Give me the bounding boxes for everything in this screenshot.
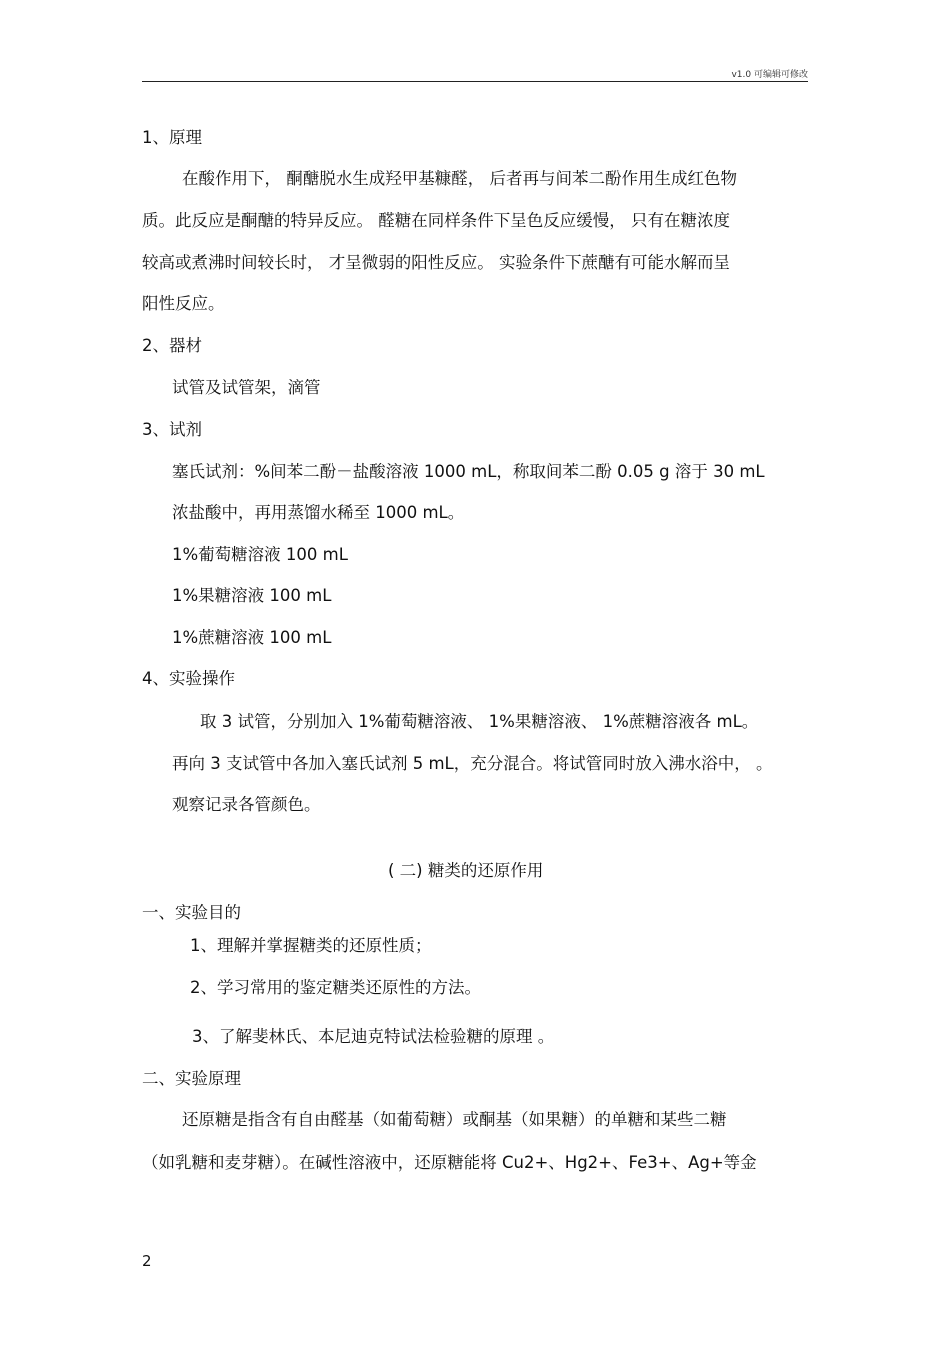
paragraph-line: 在酸作用下， 酮醣脱水生成羟甲基糠醛， 后者再与间苯二酚作用生成红色物 bbox=[182, 169, 737, 188]
heading-experiment-principle: 二、实验原理 bbox=[142, 1069, 241, 1088]
procedure-line: 再向 3 支试管中各加入塞氏试剂 5 mL，充分混合。将试管同时放入沸水浴中， 。 bbox=[172, 754, 773, 773]
heading-principle: 1、原理 bbox=[142, 128, 202, 147]
reagent-line: 1%果糖溶液 100 mL bbox=[172, 586, 332, 605]
heading-procedure: 4、实验操作 bbox=[142, 669, 235, 688]
paragraph-line: 阳性反应。 bbox=[142, 294, 225, 313]
reagent-line: 浓盐酸中，再用蒸馏水稀至 1000 mL。 bbox=[172, 503, 465, 522]
procedure-line: 观察记录各管颜色。 bbox=[172, 795, 321, 814]
header-rule bbox=[142, 81, 808, 82]
page-number: 2 bbox=[142, 1252, 152, 1270]
paragraph-line: 还原糖是指含有自由醛基（如葡萄糖）或酮基（如果糖）的单糖和某些二糖 bbox=[182, 1110, 727, 1129]
paragraph-line: 质。此反应是酮醣的特异反应。 醛糖在同样条件下呈色反应缓慢， 只有在糖浓度 bbox=[142, 211, 730, 230]
heading-objectives: 一、实验目的 bbox=[142, 903, 241, 922]
objective-item: 2、学习常用的鉴定糖类还原性的方法。 bbox=[190, 978, 481, 997]
objective-item: 3、了解斐林氏、本尼迪克特试法检验糖的原理 。 bbox=[192, 1027, 555, 1046]
header-version-label: v1.0 可编辑可修改 bbox=[731, 70, 808, 80]
equipment-list: 试管及试管架，滴管 bbox=[172, 378, 321, 397]
heading-reagents: 3、试剂 bbox=[142, 420, 202, 439]
heading-equipment: 2、器材 bbox=[142, 336, 202, 355]
reagent-line: 1%葡萄糖溶液 100 mL bbox=[172, 545, 348, 564]
procedure-line: 取 3 试管，分别加入 1%葡萄糖溶液、 1%果糖溶液、 1%蔗糖溶液各 mL。 bbox=[200, 712, 759, 731]
objective-item: 1、理解并掌握糖类的还原性质； bbox=[190, 936, 432, 955]
reagent-line: 塞氏试剂：%间苯二酚－盐酸溶液 1000 mL，称取间苯二酚 0.05 g 溶于 30 mL bbox=[172, 462, 765, 481]
paragraph-line: 较高或煮沸时间较长时， 才呈微弱的阳性反应。 实验条件下蔗醣有可能水解而呈 bbox=[142, 253, 730, 272]
reagent-line: 1%蔗糖溶液 100 mL bbox=[172, 628, 332, 647]
paragraph-line: （如乳糖和麦芽糖）。在碱性溶液中，还原糖能将 Cu2+、Hg2+、Fe3+、Ag+等金 bbox=[142, 1153, 757, 1172]
section-title: ( 二) 糖类的还原作用 bbox=[388, 861, 544, 880]
